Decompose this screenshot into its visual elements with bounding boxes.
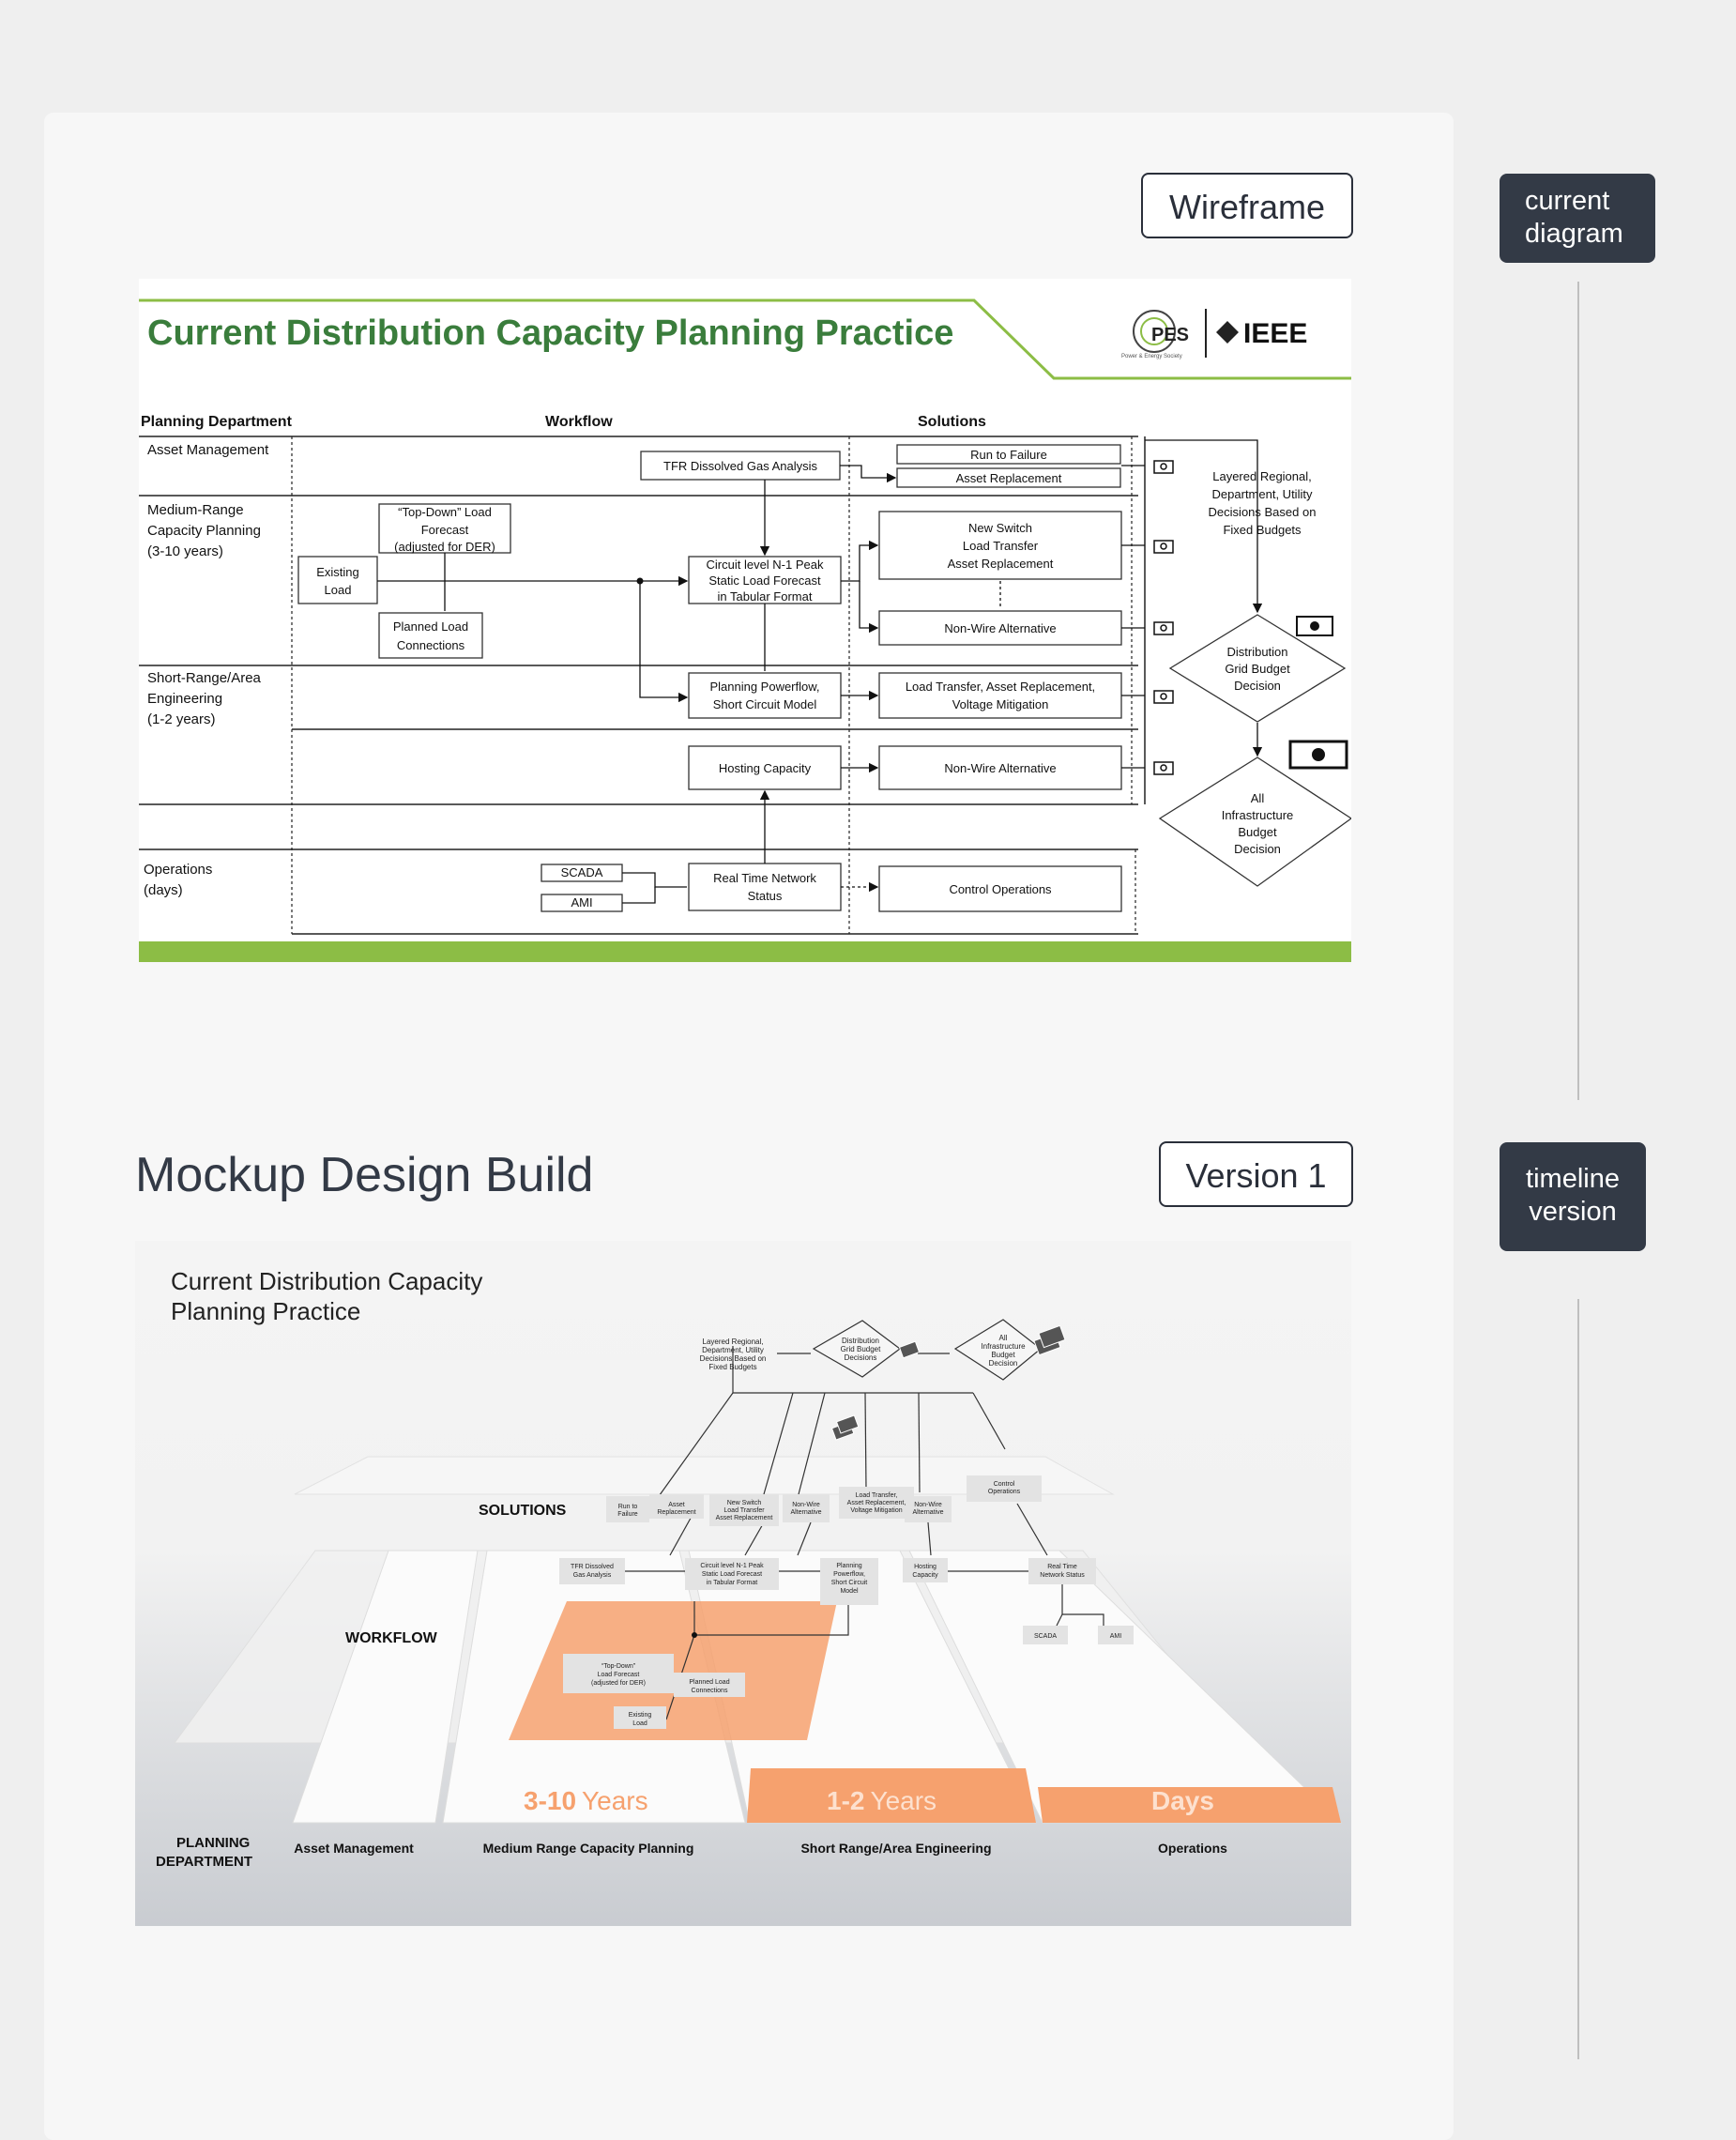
mk-circuit-2: Static Load Forecast (701, 1571, 763, 1578)
section-title: Mockup Design Build (135, 1148, 594, 1202)
wf-hosting-capacity: Hosting Capacity (718, 761, 812, 775)
mk-tfr-2: Gas Analysis (572, 1572, 612, 1579)
pes-logo (1121, 311, 1189, 359)
row-asset-management: Asset Management (147, 442, 269, 458)
wf-topdown-3: (adjusted for DER) (394, 540, 495, 554)
row-medium-range-1: Medium-Range (147, 502, 244, 518)
mk-newswitch-2: Load Transfer (723, 1507, 765, 1514)
mk-topdown-3: (adjusted for DER) (591, 1680, 646, 1687)
mk-scada: SCADA (1033, 1633, 1058, 1640)
mk-newswitch-1: New Switch (726, 1500, 762, 1506)
wf-layered-1: Layered Regional, (1212, 469, 1312, 483)
row-short-range-2: Engineering (147, 691, 223, 707)
mk-existing-1: Existing (628, 1712, 652, 1719)
header-solutions: Solutions (918, 414, 986, 430)
mk-tfr-1: TFR Dissolved (571, 1564, 614, 1570)
row-short-range-3: (1-2 years) (147, 711, 216, 727)
timeline-line-bottom (1577, 1299, 1579, 2059)
wf-layered-4: Fixed Budgets (1223, 523, 1302, 537)
mk-topdown-2: Load Forecast (597, 1672, 640, 1678)
wf-circuit-1: Circuit level N-1 Peak (706, 558, 824, 572)
wireframe-button[interactable]: Wireframe (1141, 173, 1353, 238)
mk-nwa1-1: Non-Wire (792, 1502, 820, 1508)
timeframe-short: 1-2 Years (827, 1786, 937, 1815)
wf-new-switch-3: Asset Replacement (947, 557, 1054, 571)
layer-planning-1: PLANNING (176, 1835, 251, 1851)
mk-layered-2: Department, Utility (702, 1346, 764, 1354)
header-workflow: Workflow (545, 414, 613, 430)
wf-dist-budget-3: Decision (1234, 679, 1281, 693)
mk-hosting-2: Capacity (912, 1572, 938, 1579)
wf-all-infra-2: Infrastructure (1221, 808, 1294, 822)
wf-planned-1: Planned Load (392, 619, 469, 634)
wf-powerflow-2: Short Circuit Model (712, 697, 817, 711)
mk-all-1: All (998, 1334, 1008, 1342)
wf-nwa-2: Non-Wire Alternative (944, 761, 1057, 775)
wireframe-title: Current Distribution Capacity Planning Practice (147, 313, 954, 353)
wf-realtime-1: Real Time Network (713, 871, 816, 885)
wf-circuit-2: Static Load Forecast (708, 573, 821, 588)
mk-powerflow-4: Model (840, 1588, 859, 1595)
mk-powerflow-2: Powerflow, (833, 1571, 865, 1578)
mk-loadtransfer-3: Voltage Mitigation (850, 1507, 903, 1514)
current-diagram-tag[interactable] (1500, 174, 1655, 263)
mockup-svg (135, 1241, 1351, 1926)
mockup-title: Current Distribution Capacity Planning Practice (171, 1267, 483, 1325)
wf-layered-2: Department, Utility (1211, 487, 1313, 501)
wf-control-operations: Control Operations (949, 882, 1052, 896)
wf-existing-2: Load (324, 583, 352, 597)
wf-dist-budget-2: Grid Budget (1225, 662, 1290, 676)
wf-all-infra-4: Decision (1234, 842, 1281, 856)
mk-control-1: Control (993, 1481, 1015, 1488)
row-operations-2: (days) (144, 882, 183, 898)
mk-planned-2: Connections (691, 1688, 728, 1694)
ieee-logo-text: IEEE (1243, 318, 1308, 349)
mk-asset-2: Replacement (657, 1509, 696, 1516)
mk-existing-2: Load (632, 1720, 647, 1727)
mk-topdown-1: “Top-Down” (601, 1663, 636, 1670)
wf-circuit-3: in Tabular Format (717, 589, 813, 604)
mk-circuit-3: in Tabular Format (706, 1580, 758, 1586)
mk-layered-1: Layered Regional, (702, 1338, 764, 1346)
wf-dist-budget-1: Distribution (1226, 645, 1288, 659)
wf-ami: AMI (571, 895, 593, 910)
wf-topdown-2: Forecast (420, 523, 469, 537)
mk-dist-3: Decisions (844, 1353, 877, 1362)
wf-new-switch-1: New Switch (968, 521, 1032, 535)
wf-tfr-dissolved-gas: TFR Dissolved Gas Analysis (663, 459, 817, 473)
row-short-range-1: Short-Range/Area (147, 670, 261, 686)
timeline-line-top (1577, 282, 1579, 1100)
mk-loadtransfer-1: Load Transfer, (855, 1492, 898, 1499)
wf-new-switch-2: Load Transfer (962, 539, 1039, 553)
row-medium-range-3: (3-10 years) (147, 543, 223, 559)
wf-load-transfer-2: Voltage Mitigation (952, 697, 1049, 711)
pes-logo-subtext: Power & Energy Society (1121, 354, 1182, 359)
mockup-image (135, 1241, 1351, 1926)
row-operations-1: Operations (144, 862, 213, 878)
timeframe-operations: Days (1151, 1786, 1214, 1815)
mk-all-2: Infrastructure (981, 1342, 1026, 1351)
layer-workflow: WORKFLOW (345, 1630, 437, 1646)
wf-powerflow-1: Planning Powerflow, (709, 680, 820, 694)
mk-newswitch-3: Asset Replacement (715, 1515, 773, 1521)
mk-run-2: Failure (617, 1511, 638, 1518)
mk-realtime-1: Real Time (1047, 1564, 1077, 1570)
wf-layered-3: Decisions Based on (1208, 505, 1317, 519)
wf-asset-replacement: Asset Replacement (955, 471, 1062, 485)
wf-run-to-failure: Run to Failure (970, 448, 1047, 462)
wf-realtime-2: Status (747, 889, 783, 903)
timeframe-medium: 3-10 Years (524, 1786, 648, 1815)
mk-loadtransfer-2: Asset Replacement, (846, 1500, 906, 1506)
mk-dist-1: Distribution (841, 1337, 880, 1345)
version-button[interactable]: Version 1 (1159, 1141, 1353, 1207)
mk-layered-4: Fixed Budgets (708, 1363, 757, 1371)
layer-planning-2: DEPARTMENT (156, 1854, 253, 1870)
mk-ami: AMI (1109, 1633, 1122, 1640)
mk-control-2: Operations (987, 1489, 1021, 1495)
mk-powerflow-3: Short Circuit (830, 1580, 868, 1586)
timeline-version-tag-label: timeline version (1526, 1164, 1620, 1227)
wf-existing-1: Existing (316, 565, 359, 579)
mk-powerflow-1: Planning (836, 1563, 862, 1569)
mk-circuit-1: Circuit level N-1 Peak (700, 1563, 764, 1569)
layer-solutions: SOLUTIONS (479, 1503, 567, 1519)
timeline-version-tag[interactable] (1500, 1142, 1646, 1251)
footer-accent-band (139, 941, 1351, 962)
mk-realtime-2: Network Status (1040, 1572, 1085, 1579)
wf-all-infra-1: All (1250, 791, 1265, 805)
wireframe-svg (139, 279, 1351, 962)
dept-medium-range: Medium Range Capacity Planning (482, 1841, 694, 1856)
ieee-logo (1216, 318, 1307, 349)
mk-nwa1-2: Alternative (790, 1509, 822, 1516)
mk-nwa2-1: Non-Wire (914, 1502, 942, 1508)
wireframe-diagram (139, 279, 1351, 962)
wf-planned-2: Connections (396, 638, 465, 652)
row-medium-range-2: Capacity Planning (147, 523, 261, 539)
mk-run-1: Run to (617, 1504, 638, 1510)
mk-asset-1: Asset (668, 1502, 685, 1508)
mk-layered-3: Decisions Based on (699, 1354, 767, 1363)
mk-hosting-1: Hosting (914, 1564, 937, 1570)
wf-load-transfer-1: Load Transfer, Asset Replacement, (905, 680, 1096, 694)
header-department: Planning Department (141, 414, 292, 430)
wf-topdown-1: “Top-Down” Load (398, 505, 492, 519)
mk-all-4: Decision (988, 1359, 1018, 1368)
pes-logo-text: PES (1151, 325, 1190, 345)
wf-nwa-1: Non-Wire Alternative (944, 621, 1057, 635)
mk-dist-2: Grid Budget (840, 1345, 881, 1353)
dept-operations: Operations (1158, 1841, 1227, 1856)
wf-all-infra-3: Budget (1238, 825, 1277, 839)
money-icons (1154, 461, 1173, 774)
mk-planned-1: Planned Load (689, 1679, 730, 1686)
mk-all-3: Budget (991, 1351, 1015, 1359)
current-diagram-tag-label: current diagram (1525, 186, 1623, 249)
dept-asset-management: Asset Management (294, 1841, 414, 1856)
mk-nwa2-2: Alternative (912, 1509, 944, 1516)
wf-scada: SCADA (560, 865, 603, 879)
dept-short-range: Short Range/Area Engineering (800, 1841, 992, 1856)
